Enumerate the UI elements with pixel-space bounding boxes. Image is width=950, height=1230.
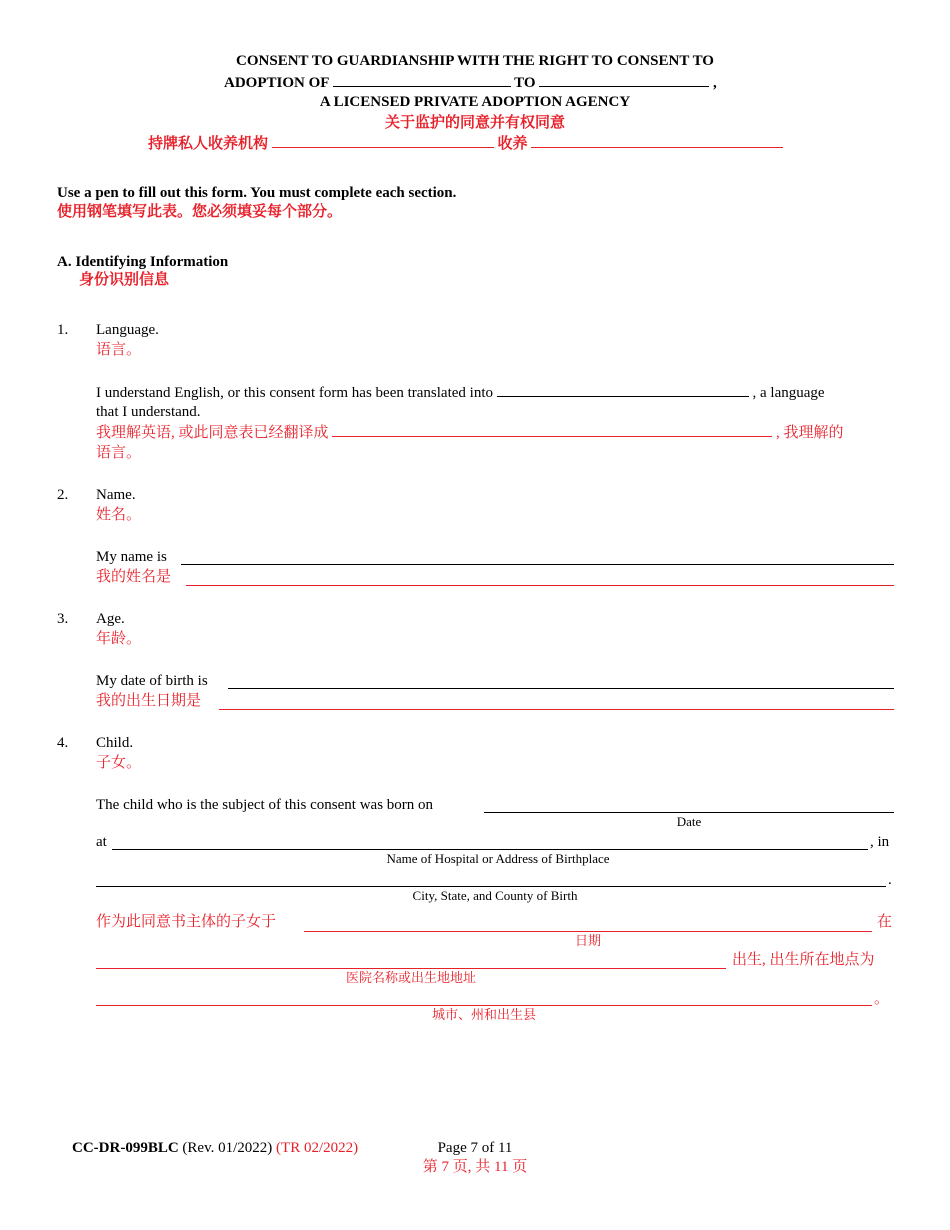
- page-number: Page 7 of 11: [437, 1140, 513, 1156]
- hospital-blank-zh[interactable]: [96, 968, 726, 969]
- language-statement: [96, 383, 825, 402]
- form-translation-revision: (TR 02/2022): [276, 1140, 359, 1156]
- item-2-heading-zh: 姓名。: [96, 507, 142, 523]
- hospital-caption: Name of Hospital or Address of Birthplace: [386, 851, 610, 866]
- instructions-text: Use a pen to fill out this form. You must complete each section.: [57, 185, 457, 201]
- zh-agency-blank[interactable]: [272, 134, 494, 148]
- item-3-heading-zh: 年龄。: [96, 631, 142, 647]
- form-revision: (Rev. 01/2022): [182, 1140, 273, 1156]
- language-statement-prefix: I understand English, or this consent form has been translated into: [96, 385, 493, 401]
- item-4-number: 4.: [57, 735, 69, 751]
- footer-form-id: [72, 1139, 358, 1157]
- instructions-text-zh: 使用钢笔填写此表。您必须填妥每个部分。: [57, 204, 343, 220]
- hospital-blank[interactable]: [112, 849, 868, 850]
- page-number-zh: 第 7 页, 共 11 页: [422, 1159, 528, 1175]
- date-caption: Date: [676, 814, 702, 829]
- item-2-heading: Name.: [96, 487, 136, 503]
- item-1-number: 1.: [57, 322, 69, 338]
- zh-adopt-label: 收养: [497, 136, 528, 152]
- hospital-caption-zh: 医院名称或出生地地址: [345, 970, 476, 985]
- zh-agency-label: 持牌私人收养机构: [148, 136, 269, 152]
- name-label: My name is: [96, 549, 167, 565]
- name-label-zh: 我的姓名是: [96, 569, 172, 585]
- birth-date-blank[interactable]: [484, 812, 894, 813]
- city-caption-zh: 城市、州和出生县: [431, 1007, 536, 1022]
- at-label-zh: 在: [877, 914, 893, 930]
- form-code: CC-DR-099BLC: [72, 1140, 179, 1156]
- form-title-line2: [224, 73, 717, 92]
- zh-child-blank[interactable]: [531, 134, 783, 148]
- dob-label-zh: 我的出生日期是: [96, 693, 202, 709]
- birth-date-blank-zh[interactable]: [304, 931, 872, 932]
- item-4-heading-zh: 子女。: [96, 755, 142, 771]
- section-a-title: A. Identifying Information: [57, 254, 229, 270]
- in-label: , in: [870, 834, 890, 850]
- to-label: TO: [514, 75, 536, 91]
- date-caption-zh: 日期: [574, 933, 601, 948]
- language-blank[interactable]: [497, 383, 749, 397]
- dob-blank-zh[interactable]: [219, 709, 894, 710]
- language-statement-zh: [96, 423, 844, 442]
- form-title-line3: A LICENSED PRIVATE ADOPTION AGENCY: [319, 94, 631, 110]
- item-3-heading: Age.: [96, 611, 125, 627]
- item-2-number: 2.: [57, 487, 69, 503]
- child-born-label: The child who is the subject of this consent was born on: [96, 797, 434, 813]
- form-title-line1: CONSENT TO GUARDIANSHIP WITH THE RIGHT TO CONSENT TO: [236, 53, 714, 69]
- form-title-zh-line2: [148, 134, 783, 153]
- child-name-blank[interactable]: [333, 73, 511, 87]
- item-4-heading: Child.: [96, 735, 134, 751]
- name-blank[interactable]: [181, 564, 894, 565]
- city-period-zh: 。: [874, 991, 890, 1007]
- agency-name-blank[interactable]: [539, 73, 709, 87]
- item-1-heading: Language.: [96, 322, 159, 338]
- dob-label: My date of birth is: [96, 673, 208, 689]
- name-blank-zh[interactable]: [186, 585, 894, 586]
- language-statement-zh-suffix: , 我理解的: [776, 425, 844, 441]
- dob-blank[interactable]: [228, 688, 894, 689]
- child-born-label-zh: 作为此同意书主体的子女于: [96, 914, 277, 930]
- title-comma: ,: [713, 75, 717, 91]
- language-blank-zh[interactable]: [332, 423, 772, 437]
- birth-place-label-zh: 出生, 出生所在地点为: [732, 952, 875, 968]
- at-label: at: [96, 834, 107, 850]
- language-statement-zh-prefix: 我理解英语, 或此同意表已经翻译成: [96, 425, 329, 441]
- form-title-zh-line1: 关于监护的同意并有权同意: [384, 115, 565, 131]
- item-3-number: 3.: [57, 611, 69, 627]
- section-a-title-zh: 身份识别信息: [79, 272, 170, 288]
- city-caption: City, State, and County of Birth: [412, 888, 578, 903]
- language-statement-suffix: , a language: [752, 385, 825, 401]
- item-1-heading-zh: 语言。: [96, 342, 142, 358]
- language-statement-zh-line2: 语言。: [96, 445, 142, 461]
- city-blank[interactable]: [96, 886, 886, 887]
- language-statement-line2: that I understand.: [96, 404, 201, 420]
- city-period: .: [888, 872, 892, 888]
- adoption-of-label: ADOPTION OF: [224, 75, 329, 91]
- city-blank-zh[interactable]: [96, 1005, 872, 1006]
